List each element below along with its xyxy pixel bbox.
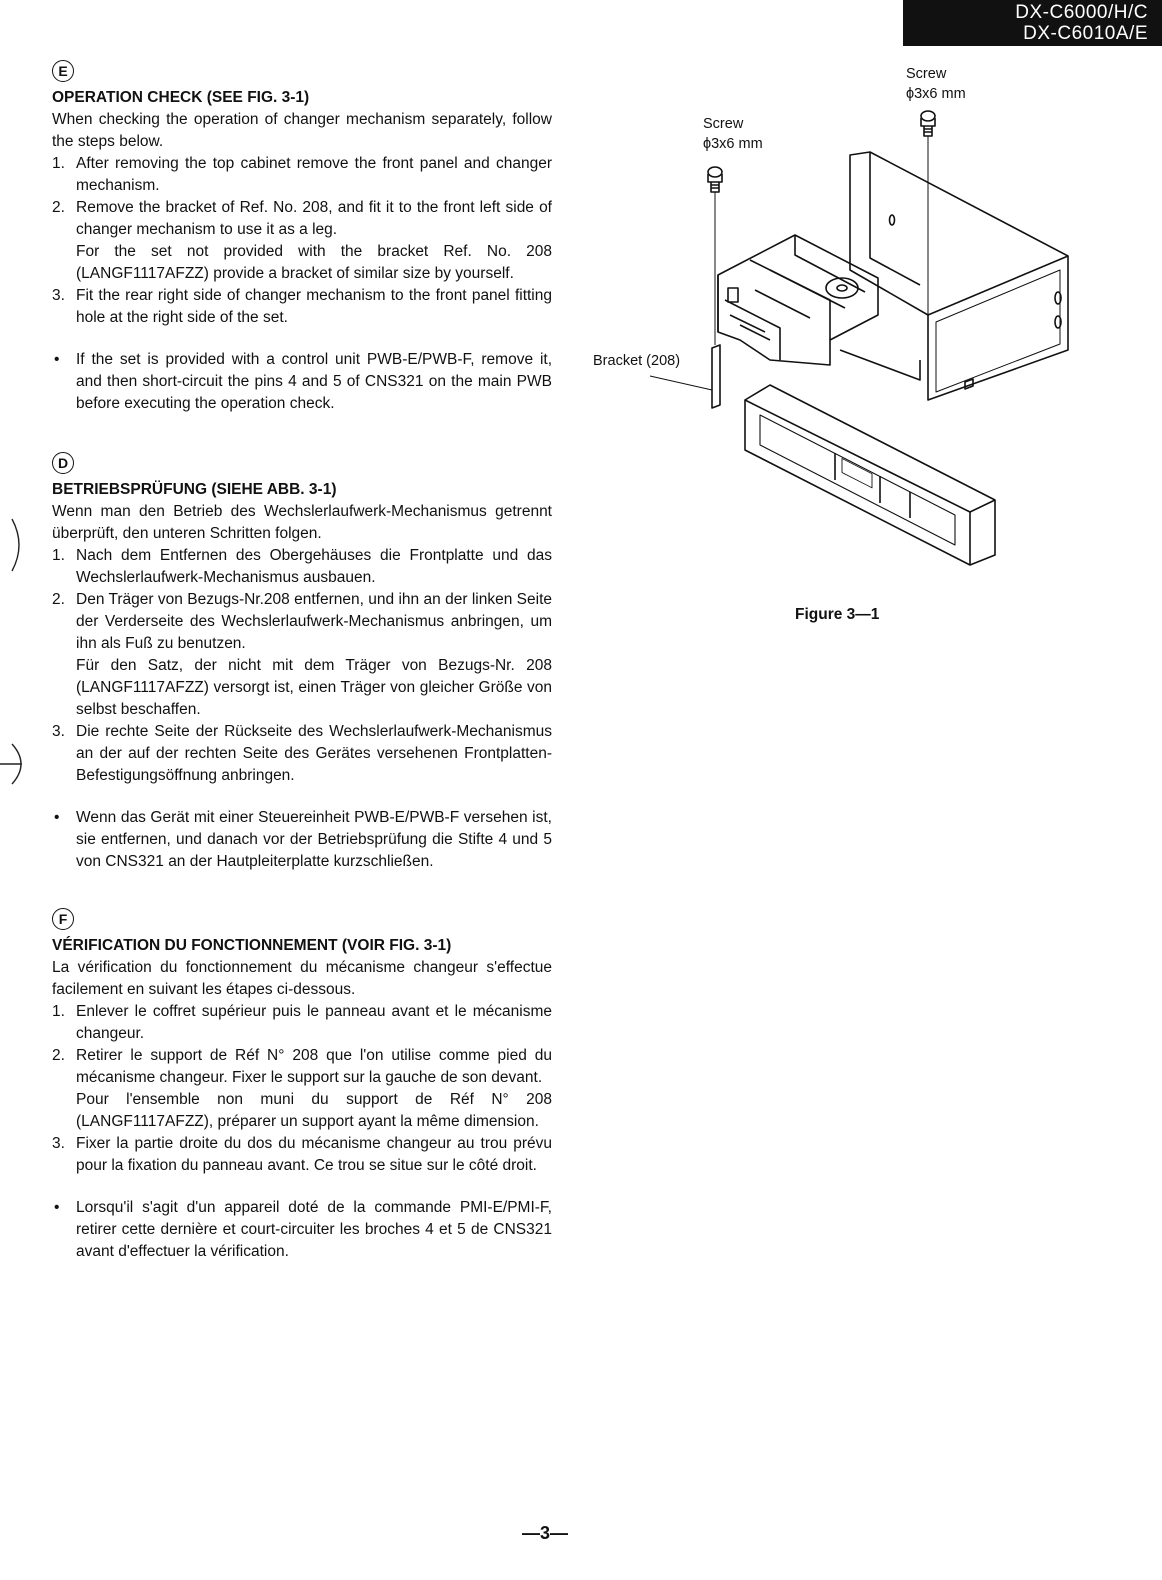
screw-right-label: Screw ϕ3x6 mm [906,66,966,102]
step-item: 1. Nach dem Entfernen des Obergehäuses die Frontplatte und das Wechslerlaufwerk-Mechanismus ausbauen. [52,547,552,586]
step-item: 1. After removing the top cabinet remove the front panel and changer mechanism. [52,155,552,194]
bullet-note: • Lorsqu'il s'agit d'un appareil doté de la commande PMI-E/PMI-F, retirer cette dernière et court-circuiter les broches 4 et 5 de CNS321 avant d'effectuer la vérification. [54,1199,552,1260]
section-title: OPERATION CHECK (SEE FIG. 3-1) [52,89,310,106]
steps-list [52,153,552,329]
step-item: 3. Fixer la partie droite du dos du mécanisme changeur au trou prévu pour la fixation du panneau avant. Ce trou se situe sur le côté droit. [52,1135,552,1174]
step-item: 1. Enlever le coffret supérieur puis le panneau avant et le mécanisme changeur. [52,1003,552,1042]
section-german [52,452,552,873]
margin-mark-top [0,515,30,575]
model-line-2: DX-C6010A/E [1023,23,1148,44]
section-title: BETRIEBSPRÜFUNG (SIEHE ABB. 3-1) [52,481,337,498]
section-intro: Wenn man den Betrieb des Wechslerlaufwerk-Mechanismus getrennt überprüft, den unteren Schritten folgen. [52,503,552,542]
section-title: VÉRIFICATION DU FONCTIONNEMENT (VOIR FIG. 3-1) [52,937,452,954]
step-item-note: For the set not provided with the bracket Ref. No. 208 (LANGF1117AFZZ) provide a bracket of similar size by yourself. [76,243,552,282]
bullet-note: • If the set is provided with a control unit PWB-E/PWB-F, remove it, and then short-circuit the pins 4 and 5 of CNS321 on the main PWB before executing the operation check. [54,351,552,412]
bracket-208 [712,345,720,408]
step-item: 3. Fit the rear right side of changer mechanism to the front panel fitting hole at the right side of the set. [52,287,552,326]
screw-left-label: Screw ϕ3x6 mm [703,116,763,152]
changer-mechanism-body [718,235,878,365]
step-item: 3. Die rechte Seite der Rückseite des Wechslerlaufwerk-Mechanismus an der auf der rechten Seite des Gerätes versehenen Frontplatten-Befestigungsöffnung anbringen. [52,723,552,784]
language-mark-f: F [52,908,74,930]
language-mark-e: E [52,60,74,82]
section-intro: La vérification du fonctionnement du mécanisme changeur s'effectue facilement en suivant les étapes ci-dessous. [52,959,552,998]
changer-mechanism-figure [580,60,1100,580]
language-mark-d: D [52,452,74,474]
front-panel-outline [745,385,995,565]
margin-mark-bottom [0,740,36,800]
screw-right-icon [921,111,935,136]
step-item: 2. Remove the bracket of Ref. No. 208, and fit it to the front left side of changer mechanism to use it as a leg. [52,199,552,238]
step-item-note: Für den Satz, der nicht mit dem Träger von Bezugs-Nr. 208 (LANGF1117AFZZ) versorgt ist, einen Träger von gleicher Größe von selbst beschaffen. [76,657,552,718]
step-item-note: Pour l'ensemble non muni du support de Réf N° 208 (LANGF1117AFZZ), préparer un support ayant la même dimension. [76,1091,552,1130]
step-item: 2. Retirer le support de Réf N° 208 que l'on utilise comme pied du mécanisme changeur. Fixer le support sur la gauche de son devant. [52,1047,552,1086]
chassis-outline [850,152,1068,400]
model-number-box [903,0,1162,46]
screw-left-icon [708,167,722,192]
page-number: —3— [522,1523,569,1543]
section-french [52,908,552,1263]
section-intro: When checking the operation of changer mechanism separately, follow the steps below. [52,111,552,150]
steps-list [52,1001,552,1177]
steps-list [52,545,552,787]
section-english [52,60,552,415]
figure-caption: Figure 3—1 [795,606,880,623]
bracket-label: Bracket (208) [593,353,681,369]
bullet-note: • Wenn das Gerät mit einer Steuereinheit PWB-E/PWB-F versehen ist, sie entfernen, und danach vor der Betriebsprüfung die Stifte 4 und 5 von CNS321 an der Hautpleiterplatte kurzschließen. [54,809,552,870]
step-item: 2. Den Träger von Bezugs-Nr.208 entfernen, und ihn an der linken Seite der Verderseite des Wechslerlaufwerk-Mechanismus anbringen, um ihn als Fuß zu benutzen. [52,591,552,652]
model-line-1: DX-C6000/H/C [1015,2,1148,23]
chassis-right-wall [928,256,1068,315]
